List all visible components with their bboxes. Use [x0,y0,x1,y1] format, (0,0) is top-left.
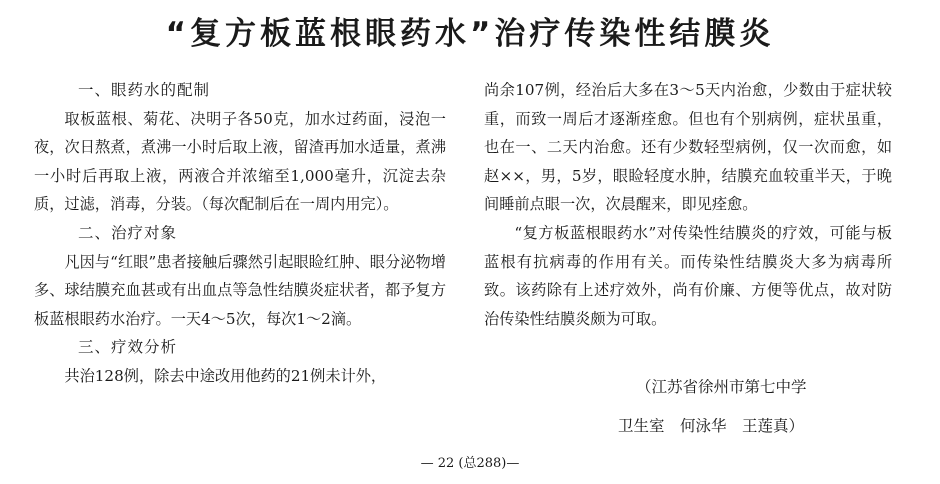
paragraph-preparation: 取板蓝根、菊花、决明子各50克，加水过药面，浸泡一夜，次日熬煮，煮沸一小时后取上液，留渣再加水适量，煮沸一小时后再取上液，两液合并浓缩至1,000毫升，沉淀去杂质，过滤，消毒，分装。（每次配制后在一周内用完）。 [34,109,446,214]
author-affiliation: （江苏省徐州市第七中学 [636,378,807,396]
article-title: “复方板蓝根眼药水”治疗传染性结膜炎 [165,16,775,52]
right-column [484,76,892,333]
author-names: 卫生室 何泳华 王莲真） [618,417,805,435]
section-heading-efficacy: 三、疗效分析 [78,338,178,357]
paragraph-subjects: 凡因与“红眼”患者接触后骤然引起眼睑红肿、眼分泌物增多、球结膜充血甚或有出血点等急性结膜炎症状者，都予复方板蓝根眼药水治疗。一天4～5次，每次1～2滴。 [34,252,446,328]
paragraph-efficacy-start: 共治128例，除去中途改用他药的21例未计外， [64,366,387,385]
section-heading-preparation: 一、眼药水的配制 [78,81,211,99]
paragraph-efficacy-continued: 尚余107例，经治后大多在3～5天内治愈，少数由于症状较重，而致一周后才逐渐痊愈。但也有个别病例，症状虽重，也在一、二天内治愈。还有少数轻型病例，仅一次而愈，如赵××，男，5岁，眼睑轻度水肿，结膜充血较重半天，于晚间睡前点眼一次，次晨醒来，即见痊愈。 [484,81,892,214]
paragraph-discussion: “复方板蓝根眼药水”对传染性结膜炎的疗效，可能与板蓝根有抗病毒的作用有关。而传染性结膜炎大多为病毒所致。该药除有上述疗效外，尚有价廉、方便等优点，故对防治传染性结膜炎颇为可取。 [484,223,892,328]
left-column [34,76,446,391]
page-number: — 22 (总288)— [420,456,520,471]
section-heading-subjects: 二、治疗对象 [78,223,178,242]
